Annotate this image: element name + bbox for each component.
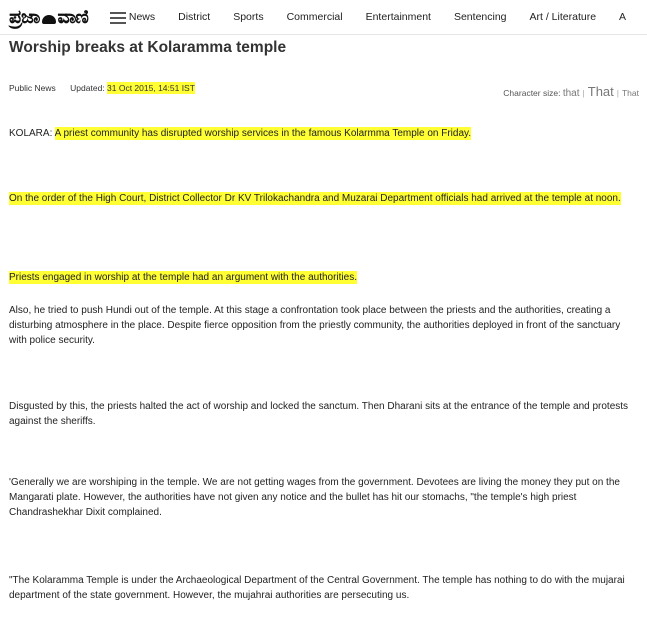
highlighted-text: A priest community has disrupted worship services in the famous Kolarmma Temple on Friday. [54,128,472,139]
char-size-default-button[interactable]: That [621,88,639,98]
updated-timestamp: 31 Oct 2015, 14:51 IST [107,83,195,93]
nav-item-commercial[interactable]: Commercial [286,11,343,23]
article-paragraph: "The Kolaramma Temple is under the Archaeological Department of the Central Government. The temple has nothing to do with the mujarai department of the state government. However, the mujahrai authorities are persecuting us. [9,575,625,601]
nav-item-more[interactable]: A [619,11,627,23]
article-title: Worship breaks at Kolaramma temple [9,39,287,56]
article-paragraph [9,126,639,141]
nav-item-district[interactable]: District [178,11,211,23]
nav-item-art-literature[interactable]: Art / Literature [529,11,597,23]
char-size-large-button[interactable]: That [587,84,614,99]
updated-label: Updated: [70,83,105,93]
dateline: KOLARA: [9,128,53,139]
char-size-label: Character size: [503,88,561,98]
char-size-small-button[interactable]: that [562,88,580,99]
article-source: Public News [9,83,56,93]
nav-item-news[interactable]: News [128,11,156,23]
nav-item-sports[interactable]: Sports [233,11,264,23]
main-nav [129,11,647,23]
article-paragraph: Disgusted by this, the priests halted the act of worship and locked the sanctum. Then Dharani sits at the entrance of the temple and protests against the sheriffs. [9,401,629,427]
nav-item-sentencing[interactable]: Sentencing [453,11,507,23]
highlighted-text: On the order of the High Court, District Collector Dr KV Trilokachandra and Muzarai Department officials had arrived at the temple at noon. [9,193,621,204]
highlighted-text: Priests engaged in worship at the temple had an argument with the authorities. [9,272,357,283]
character-size-control: Character size: that | That | That [503,84,639,99]
article-paragraph [9,270,639,285]
logo-text-left: ಪ್ರಜಾ [9,6,40,28]
article-paragraph: 'Generally we are worshiping in the temple. We are not getting wages from the government. Devotees are living the money they put on the Mangarati plate. However, the authorities have not given any notice and the bullet has hit our stomachs, "the temple's high priest Chandrashekhar Dixit complained. [9,477,620,518]
article-meta [9,83,195,93]
article-paragraph: Also, he tried to push Hundi out of the temple. At this stage a confrontation took place between the priests and the authorities, creating a disturbing atmosphere in the place. Despite fierce opposition from the priestly community, the authorities deployed in front of the sanctuary with police security. [9,305,621,346]
top-navigation-bar [0,0,647,35]
logo-text-right: ವಾಣಿ [57,6,88,28]
nav-item-entertainment[interactable]: Entertainment [365,11,431,23]
logo-mark-icon [42,15,56,24]
site-logo[interactable] [9,6,88,28]
article-paragraph [9,191,639,206]
